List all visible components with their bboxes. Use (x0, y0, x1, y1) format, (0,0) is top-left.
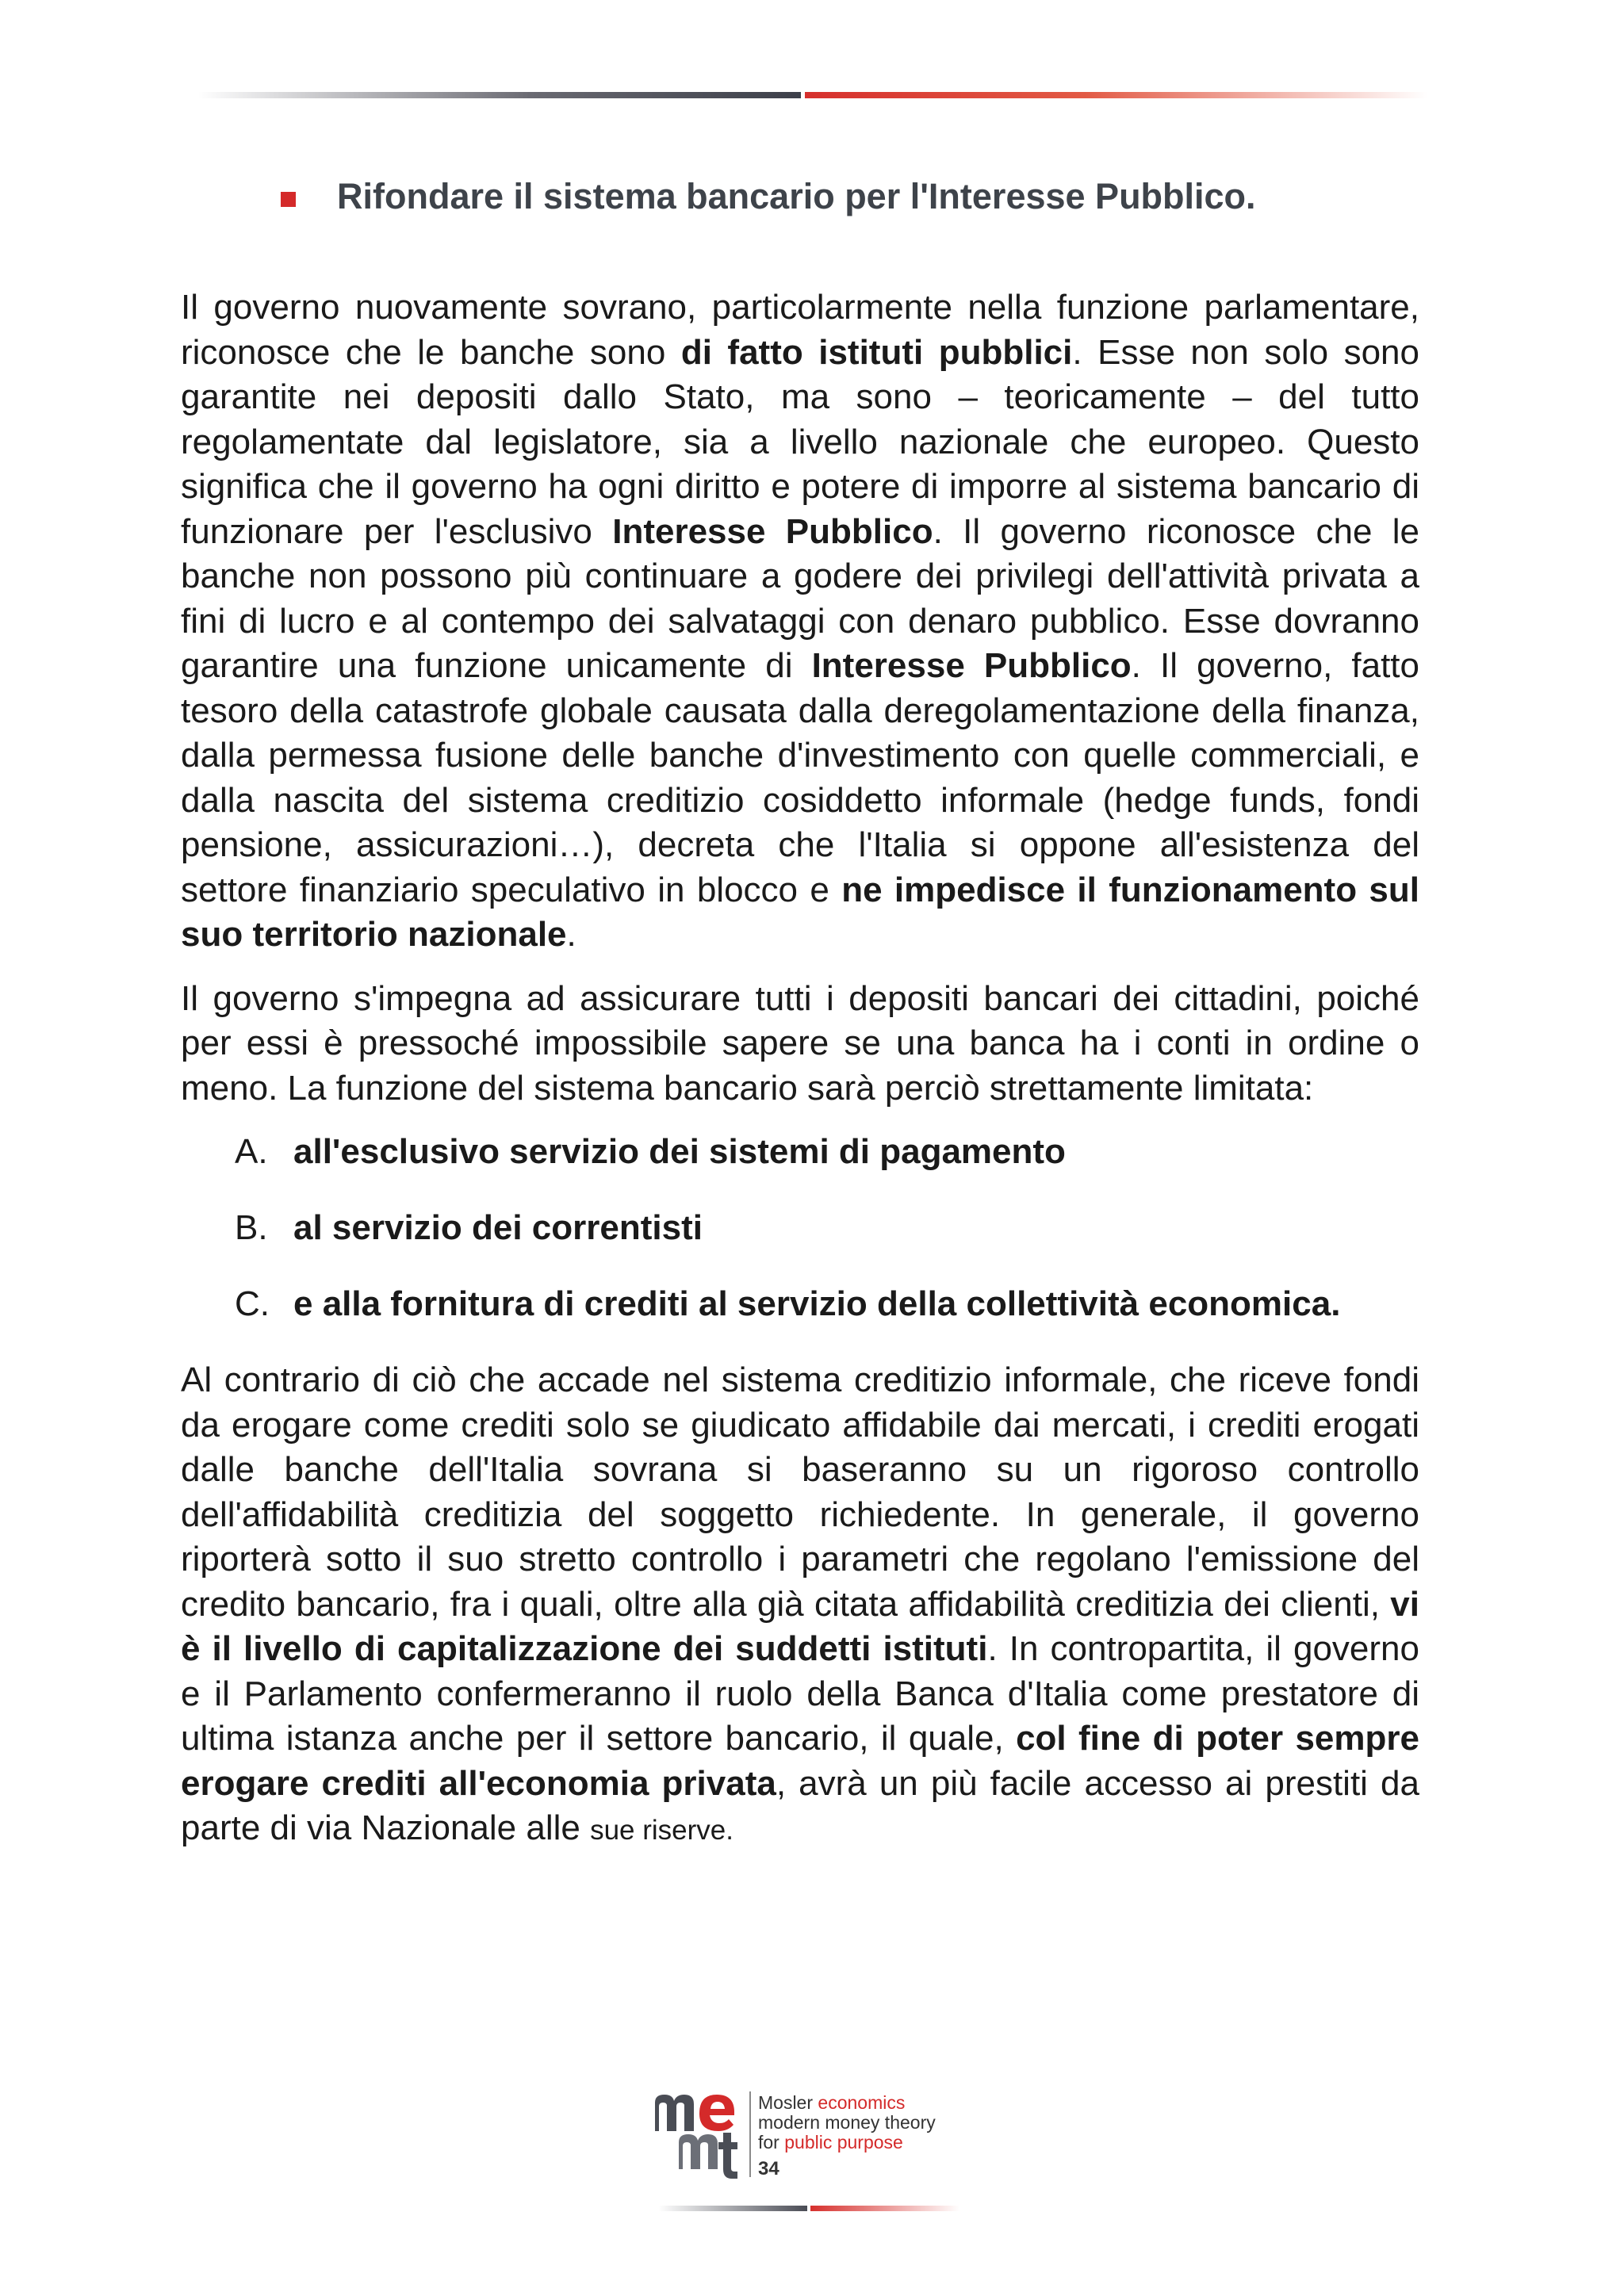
bold-phrase: ne impedisce il funzionamento sul suo territorio nazionale (181, 870, 1420, 954)
section-heading (285, 176, 1256, 217)
paragraph-1: Il governo nuovamente sovrano, particolarmente nella funzione parlamentare, riconosce che le banche sono di fatto istituti pubblici. Esse non solo sono garantite nei depositi dallo Stato, ma sono – teoricamente – del tutto regolamentate dal legislatore, sia a livello nazionale che europeo. Questo significa che il governo ha ogni diritto e potere di imporre al sistema bancario di funzionare per l'esclusivo Interesse Pubblico. Il governo riconosce che le banche non possono più continuare a godere dei privilegi dell'attività privata a fini di lucro e al contempo dei salvataggi con denaro pubblico. Esse dovranno garantire una funzione unicamente di Interesse Pubblico. Il governo, fatto tesoro della catastrofe globale causata dalla deregolamentazione della finanza, dalla permessa fusione delle banche d'investimento con quelle commerciali, e dalla nascita del sistema creditizio cosiddetto informale (hedge funds, fondi pensione, assicurazioni…), decreta che l'Italia si oppone all'esistenza del settore finanziario speculativo in blocco e ne impedisce il funzionamento sul suo territorio nazionale. (181, 288, 1420, 954)
bold-phrase: Interesse Pubblico (811, 646, 1132, 685)
top-decorative-rule (198, 92, 1427, 98)
list-item-text: all'esclusivo servizio dei sistemi di pagamento (293, 1132, 1066, 1171)
top-rule-red-segment (805, 92, 1427, 98)
bold-phrase: col fine di poter sempre erogare crediti all'economia privata (181, 1719, 1419, 1803)
bottom-rule-gray-segment (658, 2206, 807, 2211)
paragraph-3: Al contrario di ciò che accade nel sistema creditizio informale, che riceve fondi da erogare come crediti solo se giudicato affidabile dai mercati, i crediti erogati dalle banche dell'Italia sovrana si baseranno su un rigoroso controllo dell'affidabilità creditizia del soggetto richiedente. In generale, il governo riporterà sotto il suo stretto controllo i parametri che regolano l'emissione del credito bancario, fra i quali, oltre alla già citata affidabilità creditizia dei clienti, vi è il livello di capitalizzazione dei suddetti istituti. In contropartita, il governo e il Parlamento confermeranno il ruolo della Banca d'Italia come prestatore di ultima istanza anche per il settore bancario, il quale, col fine di poter sempre erogare crediti all'economia privata, avrà un più facile accesso ai prestiti da parte di via Nazionale alle sue riserve. (181, 1360, 1420, 1847)
bold-phrase: vi è il livello di capitalizzazione dei suddetti istituti (181, 1584, 1419, 1668)
paragraph-2: Il governo s'impegna ad assicurare tutti i depositi bancari dei cittadini, poiché per essi è pressoché impossibile sapere se una banca ha i conti in ordine o meno. La funzione del sistema bancario sarà perciò strettamente limitata: (181, 978, 1419, 1108)
page-number: 34 (758, 2158, 779, 2179)
section-heading-text: Rifondare il sistema bancario per l'Interesse Pubblico. (337, 176, 1256, 216)
top-rule-gray-segment (198, 92, 801, 98)
memt-logo-icon (650, 2082, 745, 2185)
bottom-rule-red-segment (810, 2206, 959, 2211)
footer-logo (650, 2082, 967, 2185)
bold-phrase: Interesse Pubblico (612, 511, 933, 551)
bold-phrase: di fatto istituti pubblici (680, 332, 1073, 372)
list-item (181, 1282, 1419, 1326)
lettered-list (181, 1130, 1419, 1326)
logo-tagline (758, 2093, 936, 2152)
list-item-letter: C. (235, 1284, 270, 1323)
list-item-text: e alla fornitura di crediti al servizio della collettività economica. (293, 1284, 1341, 1323)
logo-line-1: Mosler economics (758, 2092, 906, 2113)
square-bullet-icon (281, 192, 296, 207)
list-item-text: al servizio dei correntisti (293, 1208, 703, 1247)
list-item-letter: B. (235, 1208, 268, 1247)
list-item (181, 1206, 1419, 1250)
body-text (181, 285, 1419, 1873)
bottom-decorative-rule (658, 2206, 959, 2211)
list-item (181, 1130, 1419, 1174)
list-item-letter: A. (235, 1132, 268, 1171)
logo-separator (749, 2091, 751, 2177)
logo-line-3: for public purpose (758, 2132, 903, 2152)
logo-line-2: modern money theory (758, 2112, 936, 2133)
